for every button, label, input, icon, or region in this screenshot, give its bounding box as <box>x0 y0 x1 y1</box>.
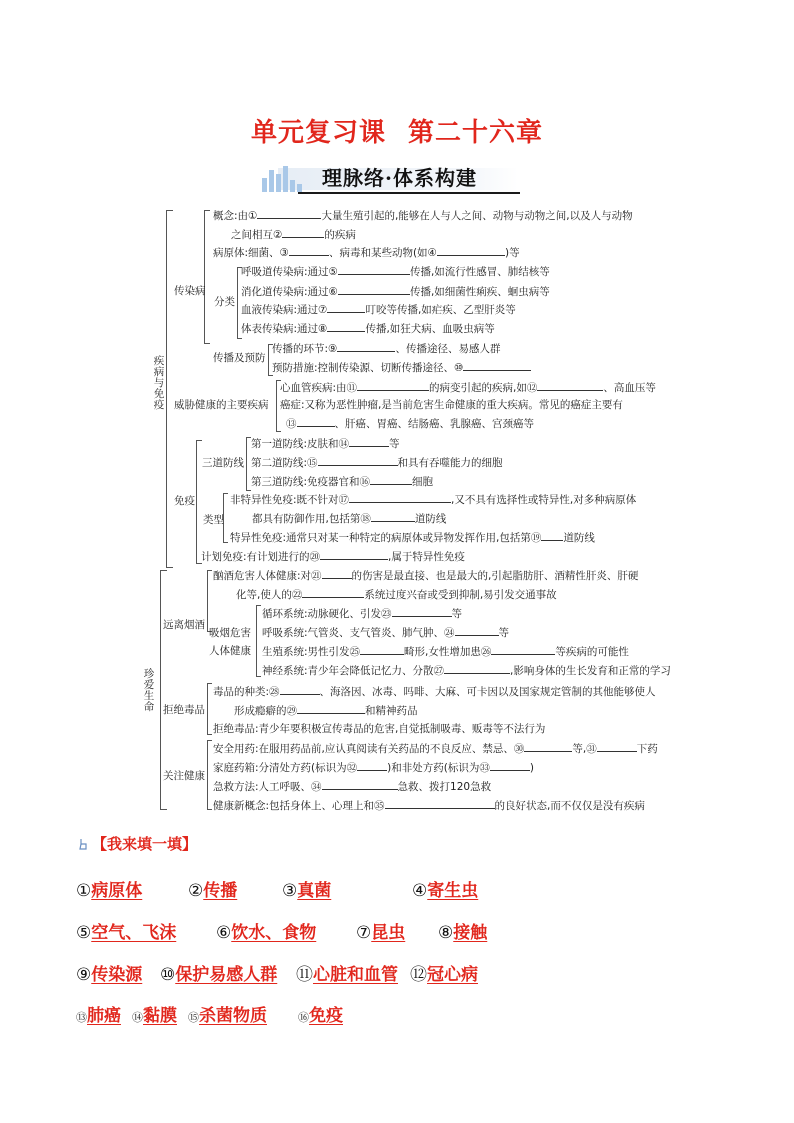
dig-line: 消化道传染病:通过⑥ 传播,如细菌性痢疾、蛔虫病等 <box>241 286 550 298</box>
nerve-line: 神经系统:青少年会降低记忆力、分散㉗ ,影响身体的生长发育和正常的学习 <box>262 665 671 677</box>
node-health-care: 关注健康 <box>163 770 205 782</box>
answer-item: ④寄生虫 <box>412 881 479 901</box>
node-types: 类型 <box>203 514 224 526</box>
nonspec-line1: 非特异性免疫:既不针对⑰ ,又不具有选择性或特异性,对多种病原体 <box>230 494 637 506</box>
bracket-drugs <box>207 683 212 735</box>
node-immunity: 免疫 <box>174 495 195 507</box>
answer-item: ①病原体 <box>76 881 143 901</box>
resp-line: 呼吸道传染病:通过⑤ 传播,如流行性感冒、肺结核等 <box>241 266 550 278</box>
root-disease: 疾病与免疫 <box>153 355 165 411</box>
answer-item: ⑧接触 <box>438 923 488 943</box>
alcohol-line1: 酗酒危害人体健康:对㉑ 的伤害是最直接、也是最大的,引起脂肪肝、酒精性肝炎、肝硬 <box>213 570 639 582</box>
link-line: 传播的环节:⑨ 、传播途径、易感人群 <box>272 343 501 355</box>
plan-line: 计划免疫:有计划进行的⑳ ,属于特异性免疫 <box>201 551 465 563</box>
banner-title: 理脉络·体系构建 <box>322 166 477 190</box>
node-alcohol: 远离烟酒 <box>163 619 205 631</box>
spec-line: 特异性免疫:通常只对某一种特定的病原体或异物发挥作用,包括第⑲ 道防线 <box>230 532 595 544</box>
line1: 第一道防线:皮肤和⑭ 等 <box>251 438 400 450</box>
repro-line: 生殖系统:男性引发㉕ 畸形,女性增加患㉖ 等疾病的可能性 <box>262 646 629 658</box>
drug-line1: 毒品的种类:㉘ 、海洛因、冰毒、吗啡、大麻、可卡因以及国家规定管制的其他能够使人 <box>213 686 656 698</box>
answer-item: ⑨传染源 <box>76 965 143 985</box>
concept-line1: 概念:由① 大量生殖引起的,能够在人与人之间、动物与动物之间,以及人与动物 <box>213 210 633 222</box>
node-infect: 传染病 <box>174 285 206 297</box>
root-health: 珍爱生命 <box>143 668 155 713</box>
answer-item: ⑬肺癌 <box>76 1006 121 1026</box>
answer-item: ⑭黏膜 <box>132 1006 177 1026</box>
node-three-lines: 三道防线 <box>202 457 244 469</box>
title-part1: 单元复习课 <box>250 118 386 148</box>
surface-line: 体表传染病:通过⑧ 传播,如狂犬病、血吸虫病等 <box>241 323 495 335</box>
answer-item: ⑩保护易感人群 <box>160 965 278 985</box>
med-line: 安全用药:在服用药品前,应认真阅读有关药品的不良反应、禁忌、㉚ 等,㉛ 下药 <box>213 743 658 755</box>
node-drugs: 拒绝毒品 <box>163 704 205 716</box>
answer-item: ⑥饮水、食物 <box>216 923 317 943</box>
circ-line: 循环系统:动脉硬化、引发㉓ 等 <box>262 608 463 620</box>
line2: 第二道防线:⑮ 和具有吞噬能力的细胞 <box>251 457 503 469</box>
newconcept-line: 健康新概念:包括身体上、心理上和㉟ 的良好状态,而不仅仅是没有疾病 <box>213 800 645 812</box>
chest-line: 家庭药箱:分清处方药(标识为㉜ )和非处方药(标识为㉝ ) <box>213 762 534 774</box>
answer-item: ⑪心脏和血管 <box>296 965 398 985</box>
drug-line2: 形成瘾癖的㉙ 和精神药品 <box>234 705 418 717</box>
answer-item: ⑯免疫 <box>298 1006 343 1026</box>
answer-item: ⑫冠心病 <box>410 965 478 985</box>
nonspec-line2: 都具有防御作用,包括第⑱ 道防线 <box>252 513 447 525</box>
cancer-line2: ⑬ 、肝癌、胃癌、结肠癌、乳腺癌、宫颈癌等 <box>286 418 534 430</box>
heart-line: 心血管疾病:由⑪ 的病变引起的疾病,如⑫ 、高血压等 <box>280 382 656 394</box>
bracket-infect <box>204 210 210 344</box>
node-spread: 传播及预防 <box>213 352 266 364</box>
bracket-health-care <box>207 740 212 810</box>
title-part2: 第二十六章 <box>408 118 544 148</box>
answer-item: ②传播 <box>188 881 238 901</box>
answer-item: ③真菌 <box>282 881 332 901</box>
prevent-line: 预防措施:控制传染源、切断传播途径、⑩ <box>272 360 531 375</box>
concept-line2: 之间相互② 的疾病 <box>231 229 356 241</box>
node-threat: 威胁健康的主要疾病 <box>174 399 269 411</box>
bracket-alcohol <box>207 570 212 632</box>
bracket-disease <box>166 210 173 568</box>
line3: 第三道防线:免疫器官和⑯ 细胞 <box>251 476 434 488</box>
pathogen-line: 病原体:细菌、③ 、病毒和某些动物(如④ )等 <box>213 247 520 259</box>
alcohol-line2: 化等,使人的㉒ 系统过度兴奋或受到抑制,易引发交通事故 <box>236 589 557 601</box>
finger-icon <box>78 836 88 848</box>
refuse-line: 拒绝毒品:青少年要积极宣传毒品的危害,自觉抵制吸毒、贩毒等不法行为 <box>213 723 546 735</box>
fill-in-heading: 【我来填一填】 <box>78 833 197 854</box>
blood-line: 血液传染病:通过⑦ 叮咬等传播,如疟疾、乙型肝炎等 <box>241 304 516 316</box>
resp2-line: 呼吸系统:气管炎、支气管炎、肺气肿、㉔ 等 <box>262 627 510 639</box>
node-smoke: 吸烟危害人体健康 <box>209 627 251 657</box>
firstaid-line: 急救方法:人工呼吸、㉞ 急救、拨打120急救 <box>213 781 492 793</box>
answer-item: ⑦昆虫 <box>356 923 406 943</box>
answer-item: ⑤空气、飞沫 <box>76 923 177 943</box>
node-classify: 分类 <box>214 296 235 308</box>
answer-item: ⑮杀菌物质 <box>188 1006 267 1026</box>
cancer-line1: 癌症:又称为恶性肿瘤,是当前危害生命健康的重大疾病。常见的癌症主要有 <box>280 399 623 411</box>
